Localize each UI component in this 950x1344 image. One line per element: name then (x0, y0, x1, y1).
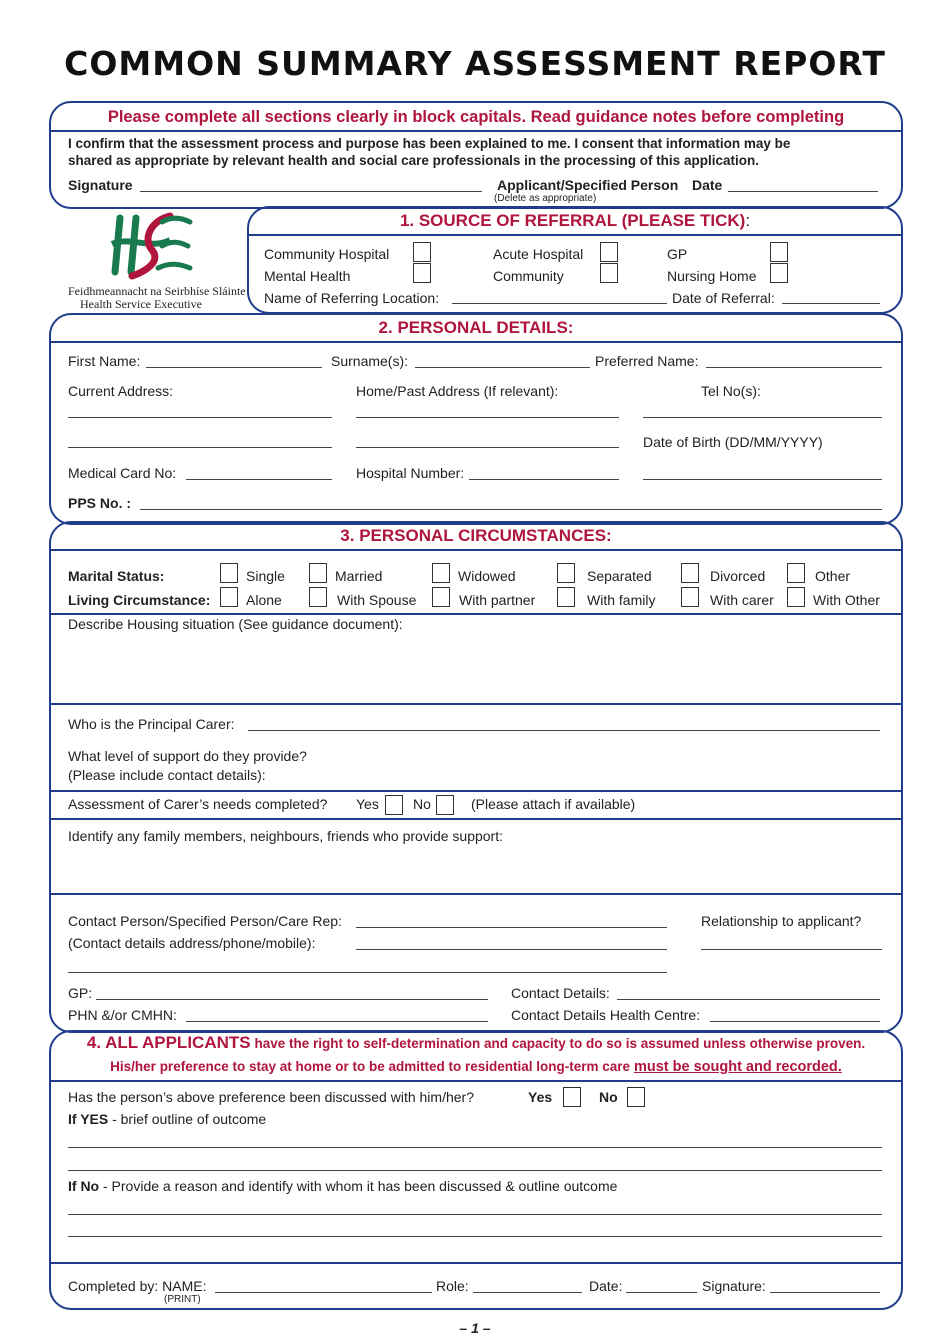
contact-details-address-input[interactable] (356, 949, 667, 950)
if-no-input-1[interactable] (68, 1214, 882, 1215)
option-community: Community (493, 268, 564, 284)
section1-heading-colon: : (745, 211, 751, 230)
tel-input[interactable] (643, 417, 882, 418)
checkbox-with-carer[interactable] (681, 587, 699, 607)
health-centre-label: Contact Details Health Centre: (511, 1007, 701, 1023)
carer-no-label: No (413, 796, 431, 812)
if-no-bold: If No (68, 1178, 100, 1194)
referring-location-input[interactable] (452, 303, 667, 304)
pps-label: PPS No. : (68, 495, 132, 511)
checkbox-alone[interactable] (220, 587, 238, 607)
first-name-input[interactable] (146, 367, 322, 368)
option-community-hospital: Community Hospital (264, 246, 390, 262)
option-with-other: With Other (813, 592, 880, 608)
option-nursing-home: Nursing Home (667, 268, 757, 284)
health-centre-input[interactable] (710, 1021, 880, 1022)
preferred-name-label: Preferred Name: (595, 353, 699, 369)
if-no-rest: - Provide a reason and identify with whom it has been discussed & outline outcome (103, 1178, 618, 1194)
role-label: Role: (436, 1278, 469, 1294)
print-note: (PRINT) (164, 1294, 201, 1305)
gp-contact-details-input[interactable] (617, 999, 880, 1000)
checkbox-with-other[interactable] (787, 587, 805, 607)
preference-no-label: No (599, 1089, 618, 1105)
signature-input[interactable] (140, 191, 482, 192)
divider (249, 234, 901, 236)
checkbox-widowed[interactable] (432, 563, 450, 583)
contact-details-address-input-2[interactable] (68, 972, 667, 973)
divider (49, 790, 901, 792)
current-address-label: Current Address: (68, 383, 174, 399)
family-support-label: Identify any family members, neighbours, friends who provide support: (68, 828, 503, 844)
page-title: COMMON SUMMARY ASSESSMENT REPORT (64, 44, 886, 83)
consent-date-input[interactable] (728, 191, 878, 192)
section4-heading (49, 1033, 903, 1053)
role-input[interactable] (473, 1292, 582, 1293)
pps-input[interactable] (140, 509, 882, 510)
preference-yes-label: Yes (528, 1089, 553, 1105)
option-with-spouse: With Spouse (337, 592, 417, 608)
relationship-input[interactable] (701, 949, 882, 950)
support-level-label: What level of support do they provide? (68, 748, 307, 764)
support-contact-label: (Please include contact details): (68, 767, 266, 783)
completed-by-input[interactable] (215, 1292, 432, 1293)
completed-by-label: Completed by: NAME: (68, 1278, 207, 1294)
living-circumstance-label: Living Circumstance: (68, 592, 211, 608)
home-address-input-2[interactable] (356, 447, 619, 448)
home-address-label: Home/Past Address (If relevant): (356, 383, 559, 399)
if-yes-input-2[interactable] (68, 1170, 882, 1171)
divider (49, 818, 901, 820)
contact-person-input[interactable] (356, 927, 667, 928)
checkbox-preference-no[interactable] (627, 1087, 645, 1107)
page-number: – 1 – (459, 1320, 491, 1336)
contact-details-address-label: (Contact details address/phone/mobile): (68, 935, 316, 951)
option-alone: Alone (246, 592, 282, 608)
section2-heading: 2. PERSONAL DETAILS: (378, 318, 574, 337)
section1-heading (249, 211, 901, 231)
checkbox-community[interactable] (600, 263, 618, 283)
gp-contact-details-label: Contact Details: (511, 985, 610, 1001)
housing-input[interactable] (51, 636, 899, 702)
divider (49, 549, 901, 551)
phn-label: PHN &/or CMHN: (68, 1007, 177, 1023)
consent-line-1: I confirm that the assessment process and purpose has been explained to me. I consent that information may be (68, 136, 791, 151)
preferred-name-input[interactable] (706, 367, 882, 368)
section4-line2: His/her preference to stay at home or to be admitted to residential long-term care (110, 1059, 631, 1074)
gp-label: GP: (68, 985, 93, 1001)
option-married: Married (335, 568, 383, 584)
home-address-input-1[interactable] (356, 417, 619, 418)
checkbox-carer-no[interactable] (436, 795, 454, 815)
divider (49, 893, 901, 895)
dob-input[interactable] (643, 479, 882, 480)
medical-card-input[interactable] (186, 479, 332, 480)
checkbox-preference-yes[interactable] (563, 1087, 581, 1107)
dob-label: Date of Birth (DD/MM/YYYY) (643, 434, 823, 450)
section2-frame (49, 313, 903, 525)
option-acute-hospital: Acute Hospital (493, 246, 584, 262)
applicant-label: Applicant/Specified Person (497, 177, 679, 193)
section1-heading-text: 1. SOURCE OF REFERRAL (PLEASE TICK) (399, 211, 746, 230)
checkbox-single[interactable] (220, 563, 238, 583)
option-other: Other (815, 568, 851, 584)
hospital-number-input[interactable] (469, 479, 619, 480)
preference-question: Has the person’s above preference been discussed with him/her? (68, 1089, 474, 1105)
checkbox-divorced[interactable] (681, 563, 699, 583)
logo-text-irish: Feidhmeannacht na Seirbhíse Sláinte (68, 284, 246, 298)
if-yes-bold: If YES (68, 1111, 109, 1127)
checkbox-community-hospital[interactable] (413, 242, 431, 262)
divider (49, 130, 901, 132)
option-separated: Separated (587, 568, 652, 584)
if-no-label (68, 1178, 617, 1194)
option-widowed: Widowed (458, 568, 516, 584)
contact-person-label: Contact Person/Specified Person/Care Rep: (68, 913, 342, 929)
referring-location-label: Name of Referring Location: (264, 290, 440, 306)
carer-assessment-label: Assessment of Carer’s needs completed? (68, 796, 328, 812)
attach-note: (Please attach if available) (471, 796, 636, 812)
gp-input[interactable] (96, 999, 488, 1000)
instructions-text: Please complete all sections clearly in block capitals. Read guidance notes before completing (107, 108, 845, 126)
marital-status-label: Marital Status: (68, 568, 165, 584)
checkbox-carer-yes[interactable] (385, 795, 403, 815)
option-divorced: Divorced (710, 568, 766, 584)
completed-date-input[interactable] (626, 1292, 697, 1293)
option-with-partner: With partner (459, 592, 536, 608)
option-single: Single (246, 568, 285, 584)
section4-line2-emph: must be sought and recorded. (633, 1059, 842, 1075)
section4-heading-rest: have the right to self-determination and capacity to do so is assumed unless otherwise proven. (254, 1036, 866, 1051)
checkbox-separated[interactable] (557, 563, 575, 583)
carer-yes-label: Yes (356, 796, 379, 812)
delete-note: (Delete as appropriate) (494, 193, 597, 204)
if-yes-label (68, 1111, 266, 1127)
divider (49, 703, 901, 705)
checkbox-acute-hospital[interactable] (600, 242, 618, 262)
surname-input[interactable] (415, 367, 590, 368)
completed-signature-input[interactable] (770, 1292, 880, 1293)
option-gp: GP (667, 246, 688, 262)
principal-carer-label: Who is the Principal Carer: (68, 716, 235, 732)
consent-date-label: Date (692, 177, 723, 193)
hospital-number-label: Hospital Number: (356, 465, 465, 481)
relationship-label: Relationship to applicant? (701, 913, 862, 929)
section4-subheading (49, 1058, 903, 1075)
referral-date-label: Date of Referral: (672, 290, 775, 306)
divider (49, 341, 901, 343)
surname-label: Surname(s): (331, 353, 409, 369)
referral-date-input[interactable] (782, 303, 880, 304)
consent-line-2: shared as appropriate by relevant health and social care professionals in the processing of this application. (68, 153, 759, 168)
divider (49, 1262, 901, 1264)
family-support-input[interactable] (51, 848, 899, 892)
option-with-family: With family (587, 592, 656, 608)
section4-heading-big: 4. ALL APPLICANTS (86, 1033, 251, 1052)
if-yes-input-1[interactable] (68, 1147, 882, 1148)
divider (49, 613, 901, 615)
checkbox-gp[interactable] (770, 242, 788, 262)
section3-heading: 3. PERSONAL CIRCUMSTANCES: (340, 526, 612, 545)
if-no-input-2[interactable] (68, 1236, 882, 1237)
current-address-input-2[interactable] (68, 447, 332, 448)
logo-text-english: Health Service Executive (80, 297, 202, 311)
signature-label: Signature (68, 177, 133, 193)
completed-date-label: Date: (589, 1278, 623, 1294)
current-address-input-1[interactable] (68, 417, 332, 418)
principal-carer-input[interactable] (248, 730, 880, 731)
checkbox-nursing-home[interactable] (770, 263, 788, 283)
medical-card-label: Medical Card No: (68, 465, 177, 481)
option-mental-health: Mental Health (264, 268, 351, 284)
checkbox-with-partner[interactable] (432, 587, 450, 607)
hse-logo (100, 210, 210, 280)
checkbox-with-spouse[interactable] (309, 587, 327, 607)
phn-input[interactable] (186, 1021, 488, 1022)
first-name-label: First Name: (68, 353, 141, 369)
checkbox-other[interactable] (787, 563, 805, 583)
divider (49, 1080, 901, 1082)
checkbox-mental-health[interactable] (413, 263, 431, 283)
if-yes-rest: - brief outline of outcome (112, 1111, 267, 1127)
completed-signature-label: Signature: (702, 1278, 766, 1294)
checkbox-with-family[interactable] (557, 587, 575, 607)
checkbox-married[interactable] (309, 563, 327, 583)
housing-label: Describe Housing situation (See guidance document): (68, 616, 403, 632)
tel-label: Tel No(s): (701, 383, 761, 399)
option-with-carer: With carer (710, 592, 774, 608)
